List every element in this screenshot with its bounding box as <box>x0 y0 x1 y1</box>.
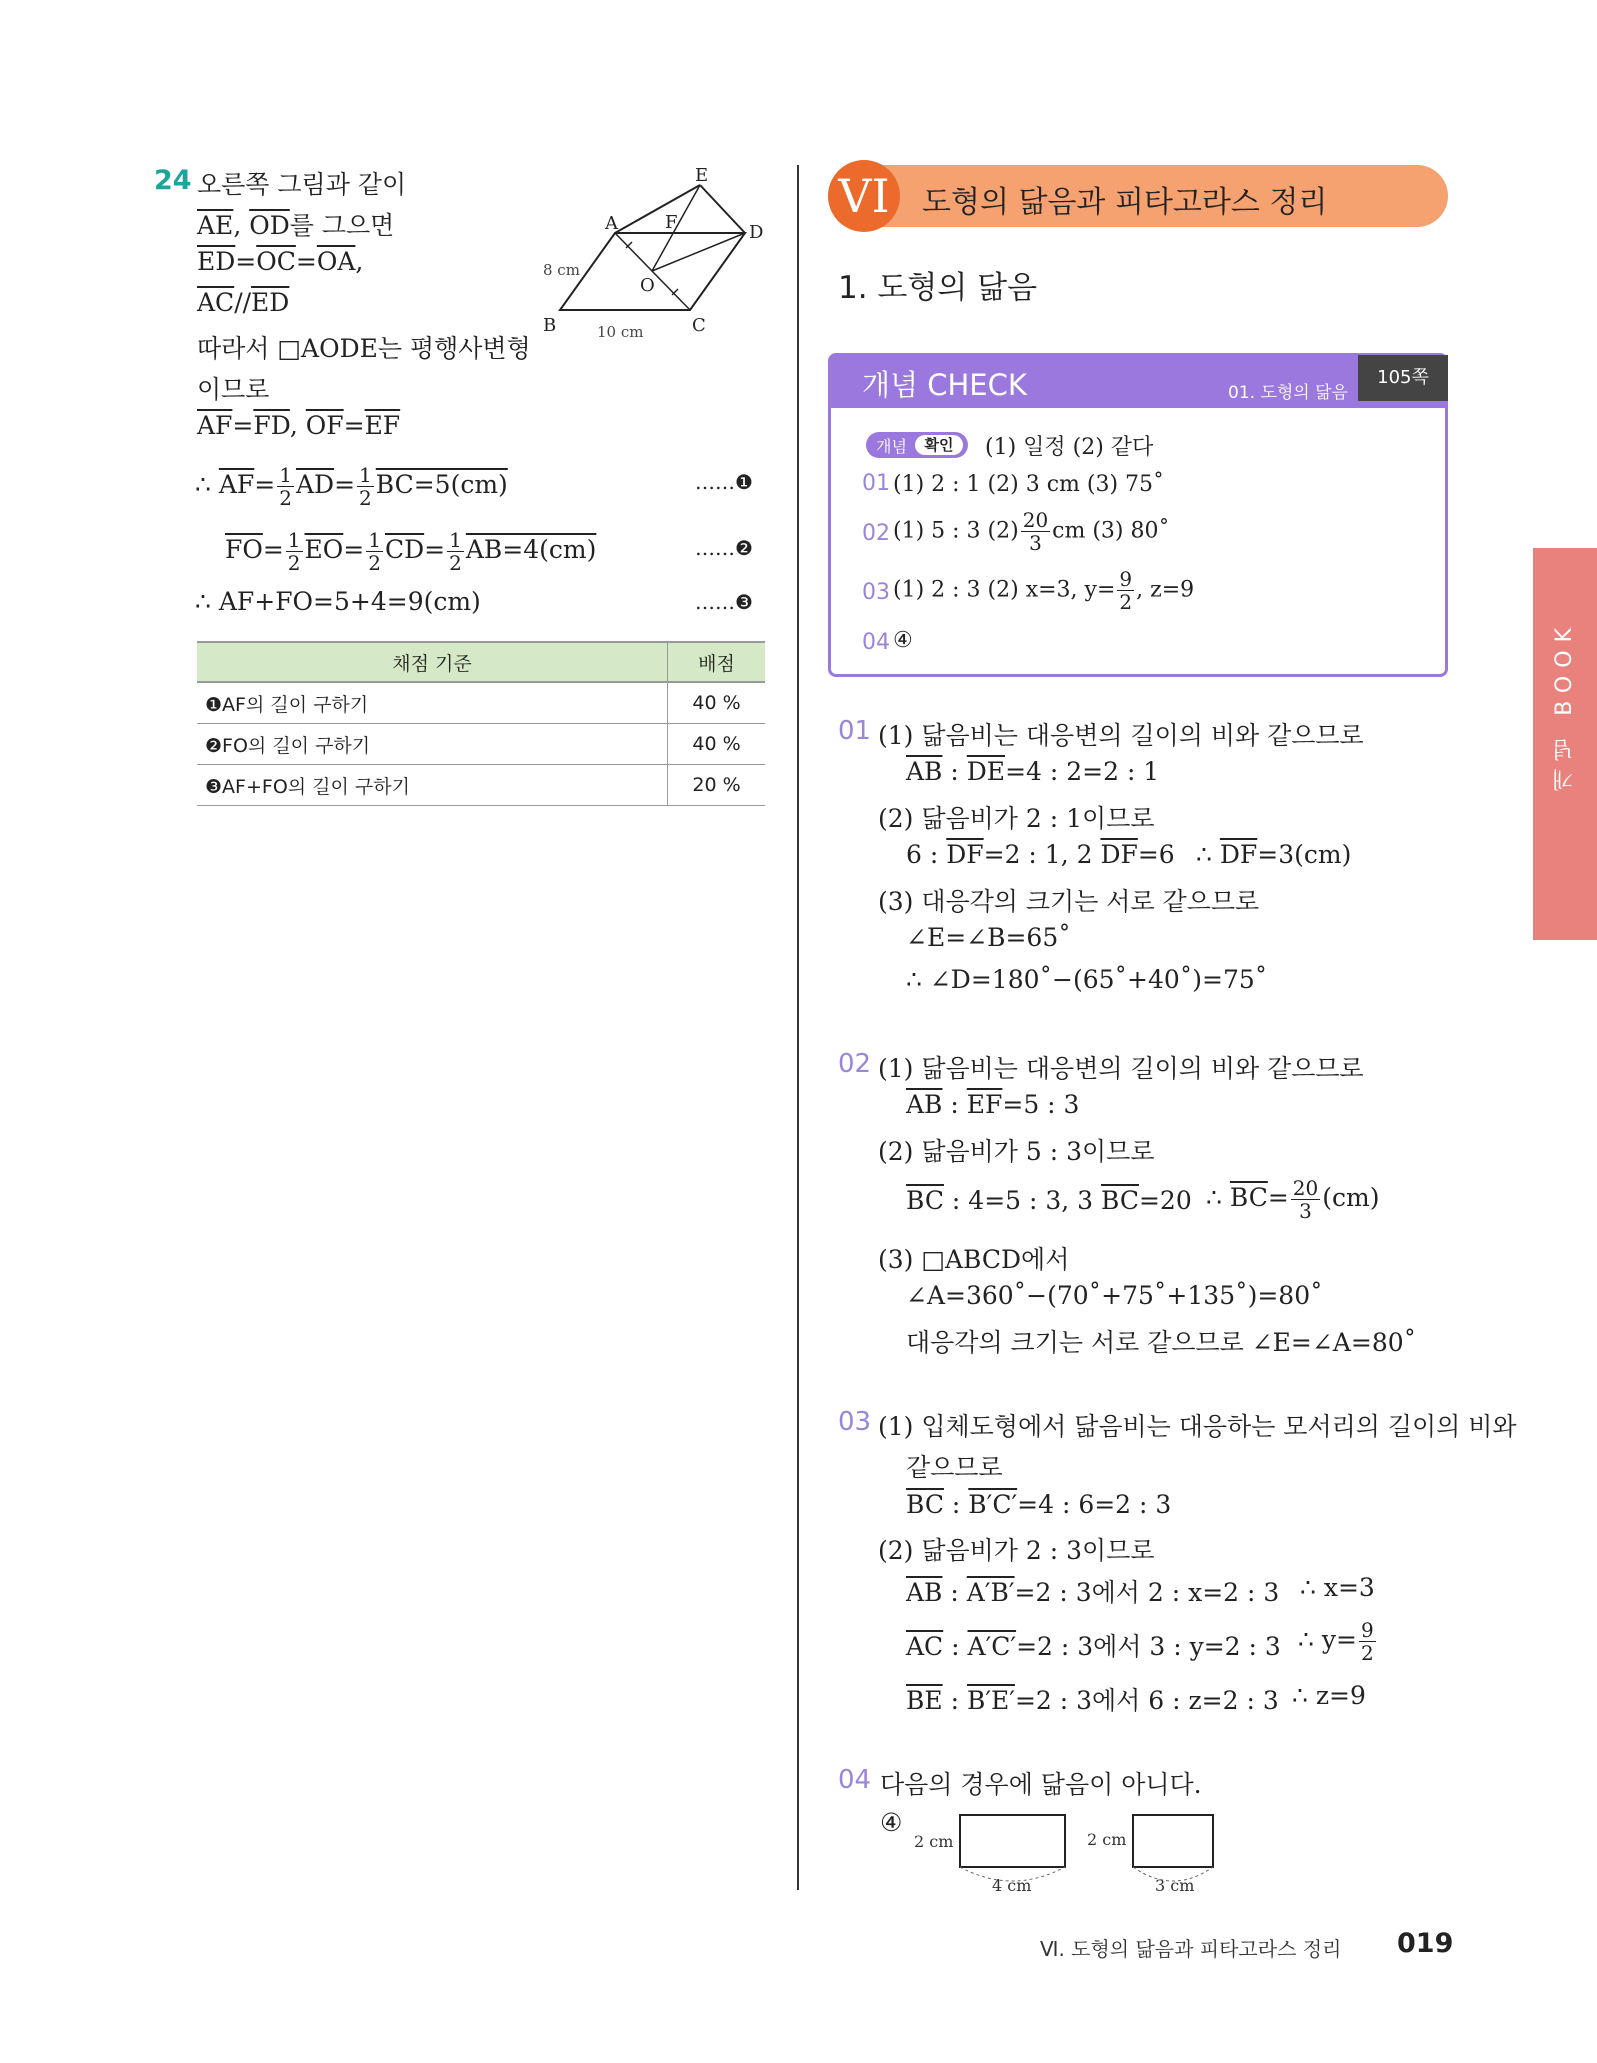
equation-sum: ∴ AF+FO=5+4=9(cm) <box>195 587 481 616</box>
s01-line-4: 6 : $\overline{DF}=2$ : 1, 2 $\overline{DF}=6$ <box>906 840 1175 869</box>
check-row-3: (1) 2 : 3 (2) x=3, y= $\frac{9}{2}$ , z=9 <box>893 567 1195 614</box>
check-num-02: 02 <box>862 521 890 546</box>
rect2-height-label: 2 cm <box>1087 1830 1127 1849</box>
rectangle-2 <box>1133 1815 1213 1867</box>
parallelogram-figure <box>535 165 770 345</box>
point-D: D <box>749 222 764 243</box>
check-box-subtitle: 01. 도형의 닮음 <box>1228 383 1348 403</box>
label-ab-length: 8 cm <box>543 261 580 279</box>
text-line-5: 따라서 □AODE는 평행사변형 <box>197 334 531 363</box>
footer-chapter: Ⅵ. 도형의 닮음과 피타고라스 정리 <box>1040 1937 1342 1961</box>
point-A: A <box>605 213 618 234</box>
text-line-4: $\overline{AC}//\overline{ED}$ <box>197 288 290 317</box>
s02-line-1: (1) 닮음비는 대응변의 길이의 비와 같으므로 <box>878 1054 1364 1083</box>
s03-line-4b: ∴ x=3 <box>1300 1573 1375 1602</box>
s03-line-6b: ∴ z=9 <box>1292 1681 1366 1710</box>
s03-y-prefix: ∴ y= <box>1298 1625 1357 1654</box>
label-bc-length: 10 cm <box>597 323 644 341</box>
table-header-criteria: 채점 기준 <box>197 642 668 682</box>
equation-af: ∴ $\overline{AF}=$ $\frac{1}{2}$ $\overline{AD}=$ $\frac{1}{2}$ BC=5(cm) <box>195 463 508 510</box>
point-E: E <box>695 165 709 186</box>
section-num-01: 01 <box>838 716 872 746</box>
s03-line-6: $\overline{BE}$ : B′E′=2 : 3에서 6 : z=2 : 3 <box>906 1686 1279 1715</box>
section-title: 1. 도형의 닮음 <box>838 270 1038 306</box>
s02-line-4: $\overline{BC}$ : 4=5 : 3, 3 $\overline{BC}=20$ <box>906 1186 1192 1215</box>
s02-line-3: (2) 닮음비가 5 : 3이므로 <box>878 1137 1155 1166</box>
row-item: AF+FO의 길이 구하기 <box>222 775 410 798</box>
check-row-4: ④ <box>893 628 913 653</box>
marker-2: ……❷ <box>695 536 753 560</box>
section-num-04: 04 <box>838 1765 872 1795</box>
row-mark: ❶ <box>205 693 223 716</box>
text-line-6: 이므로 <box>197 375 270 404</box>
chapter-mark: VI <box>828 160 900 232</box>
badge-label-a: 개념 <box>876 437 907 456</box>
s01-line-3: (2) 닮음비가 2 : 1이므로 <box>878 804 1155 833</box>
s01-line-2: $\overline{AB}$ : $\overline{DE}=4$ : 2=2 : 1 <box>906 757 1160 786</box>
check-row-0: (1) 일정 (2) 같다 <box>985 435 1154 460</box>
row-item: AF의 길이 구하기 <box>222 693 369 716</box>
s01-line-5: (3) 대응각의 크기는 서로 같으므로 <box>878 887 1260 916</box>
s03-line-2: $\overline{BC}$ : B′C′=4 : 6=2 : 3 <box>906 1490 1172 1519</box>
s01-line-6: ∠E=∠B=65˚ <box>906 923 1071 952</box>
s03-line-4: $\overline{AB}$ : A′B′=2 : 3에서 2 : x=2 : 3 <box>906 1578 1280 1607</box>
marker-3: ……❸ <box>695 590 753 614</box>
row-mark: ❷ <box>205 734 223 757</box>
chapter-title: 도형의 닮음과 피타고라스 정리 <box>922 185 1328 220</box>
point-F: F <box>665 212 678 233</box>
rect1-height-label: 2 cm <box>914 1832 954 1851</box>
row-mark: ❸ <box>205 775 223 798</box>
s02-line-4b: ∴ $\overline{BC}=$ $\frac{20}{3}$ (cm) <box>1206 1176 1380 1223</box>
table-header-points: 배점 <box>668 642 766 682</box>
row-item: FO의 길이 구하기 <box>222 734 371 757</box>
scoring-table <box>197 641 765 806</box>
check-row-2: (1) 5 : 3 (2) $\frac{20}{3}$ cm (3) 80˚ <box>893 508 1170 555</box>
section-num-03: 03 <box>838 1407 872 1437</box>
text-line-2: $\overline{AE}$, $\overline{OD}$를 그으면 <box>197 211 395 240</box>
point-C: C <box>692 315 706 336</box>
table-row <box>197 724 765 765</box>
rectangles-figure <box>900 1805 1240 1897</box>
row2-b: cm (3) 80˚ <box>1052 518 1170 544</box>
s01-line-1: (1) 닮음비는 대응변의 길이의 비와 같으므로 <box>878 721 1364 750</box>
page-number: 019 <box>1397 1928 1454 1959</box>
s02-line-7: 대응각의 크기는 서로 같으므로 ∠E=∠A=80˚ <box>906 1328 1417 1357</box>
row2-a: (1) 5 : 3 (2) <box>893 518 1019 544</box>
table-row <box>197 682 765 724</box>
s03-line-5b: ∴ y= $\frac{9}{2}$ <box>1298 1618 1374 1665</box>
rect1-width-label: 4 cm <box>992 1876 1032 1895</box>
rectangle-1 <box>960 1815 1065 1867</box>
point-B: B <box>543 315 557 336</box>
page-ref-tab: 105쪽 <box>1358 355 1448 401</box>
check-num-01: 01 <box>862 471 890 496</box>
marker-1: ……❶ <box>695 470 753 494</box>
text-line-3: $\overline{ED}=\overline{OC}=\overline{OA}$, <box>197 247 364 276</box>
row-pct: 20 % <box>668 765 766 806</box>
row-pct: 40 % <box>668 724 766 765</box>
s03-line-1: (1) 입체도형에서 닮음비는 대응하는 모서리의 길이의 비와 <box>878 1412 1517 1441</box>
check-num-03: 03 <box>862 580 890 605</box>
equation-fo: $\overline{FO}=$ $\frac{1}{2}$ $\overline{EO}=$ $\frac{1}{2}$ $\overline{CD}=$ $\frac{1}{2}$ AB=4(cm) <box>225 528 597 575</box>
column-divider <box>797 165 799 1890</box>
s01-line-7: ∴ ∠D=180˚−(65˚+40˚)=75˚ <box>906 965 1268 994</box>
s02-line-5: (3) □ABCD에서 <box>878 1245 1070 1274</box>
s01-line-4b: ∴ $\overline{DF}=3(cm)$ <box>1196 840 1352 869</box>
badge-label-b: 확인 <box>915 435 963 455</box>
problem-number: 24 <box>154 165 192 196</box>
table-row <box>197 765 765 806</box>
s03-line-1b: 같으므로 <box>906 1453 1003 1482</box>
side-tab-label: 개념 BOOK <box>1552 620 1577 791</box>
section-num-02: 02 <box>838 1049 872 1079</box>
rect2-width-label: 3 cm <box>1155 1876 1195 1895</box>
point-O: O <box>640 275 655 296</box>
s04-line-1: 다음의 경우에 닮음이 아니다. <box>880 1770 1202 1799</box>
text-line-7: $\overline{AF}=\overline{FD}$, $\overline{OF}=\overline{EF}$ <box>197 411 401 440</box>
s02-unit: (cm) <box>1322 1183 1380 1212</box>
check-num-04: 04 <box>862 630 890 655</box>
s03-line-5: $\overline{AC}$ : A′C′=2 : 3에서 3 : y=2 : 3 <box>906 1632 1281 1661</box>
eq1-tail: BC=5(cm) <box>375 470 508 499</box>
check-row-1: (1) 2 : 1 (2) 3 cm (3) 75˚ <box>893 472 1165 497</box>
s04-mark: ④ <box>880 1808 903 1837</box>
s03-line-3: (2) 닮음비가 2 : 3이므로 <box>878 1536 1155 1565</box>
row3-a: (1) 2 : 3 (2) x=3, y= <box>893 577 1116 603</box>
s02-line-2: $\overline{AB}$ : $\overline{EF}=5$ : 3 <box>906 1090 1080 1119</box>
check-box-title: 개념 CHECK <box>862 368 1027 402</box>
row-pct: 40 % <box>668 682 766 724</box>
text-line-1: 오른쪽 그림과 같이 <box>197 170 407 199</box>
eq2-tail: AB=4(cm) <box>465 535 597 564</box>
s02-line-6: ∠A=360˚−(70˚+75˚+135˚)=80˚ <box>906 1281 1323 1310</box>
row3-b: , z=9 <box>1136 577 1195 603</box>
